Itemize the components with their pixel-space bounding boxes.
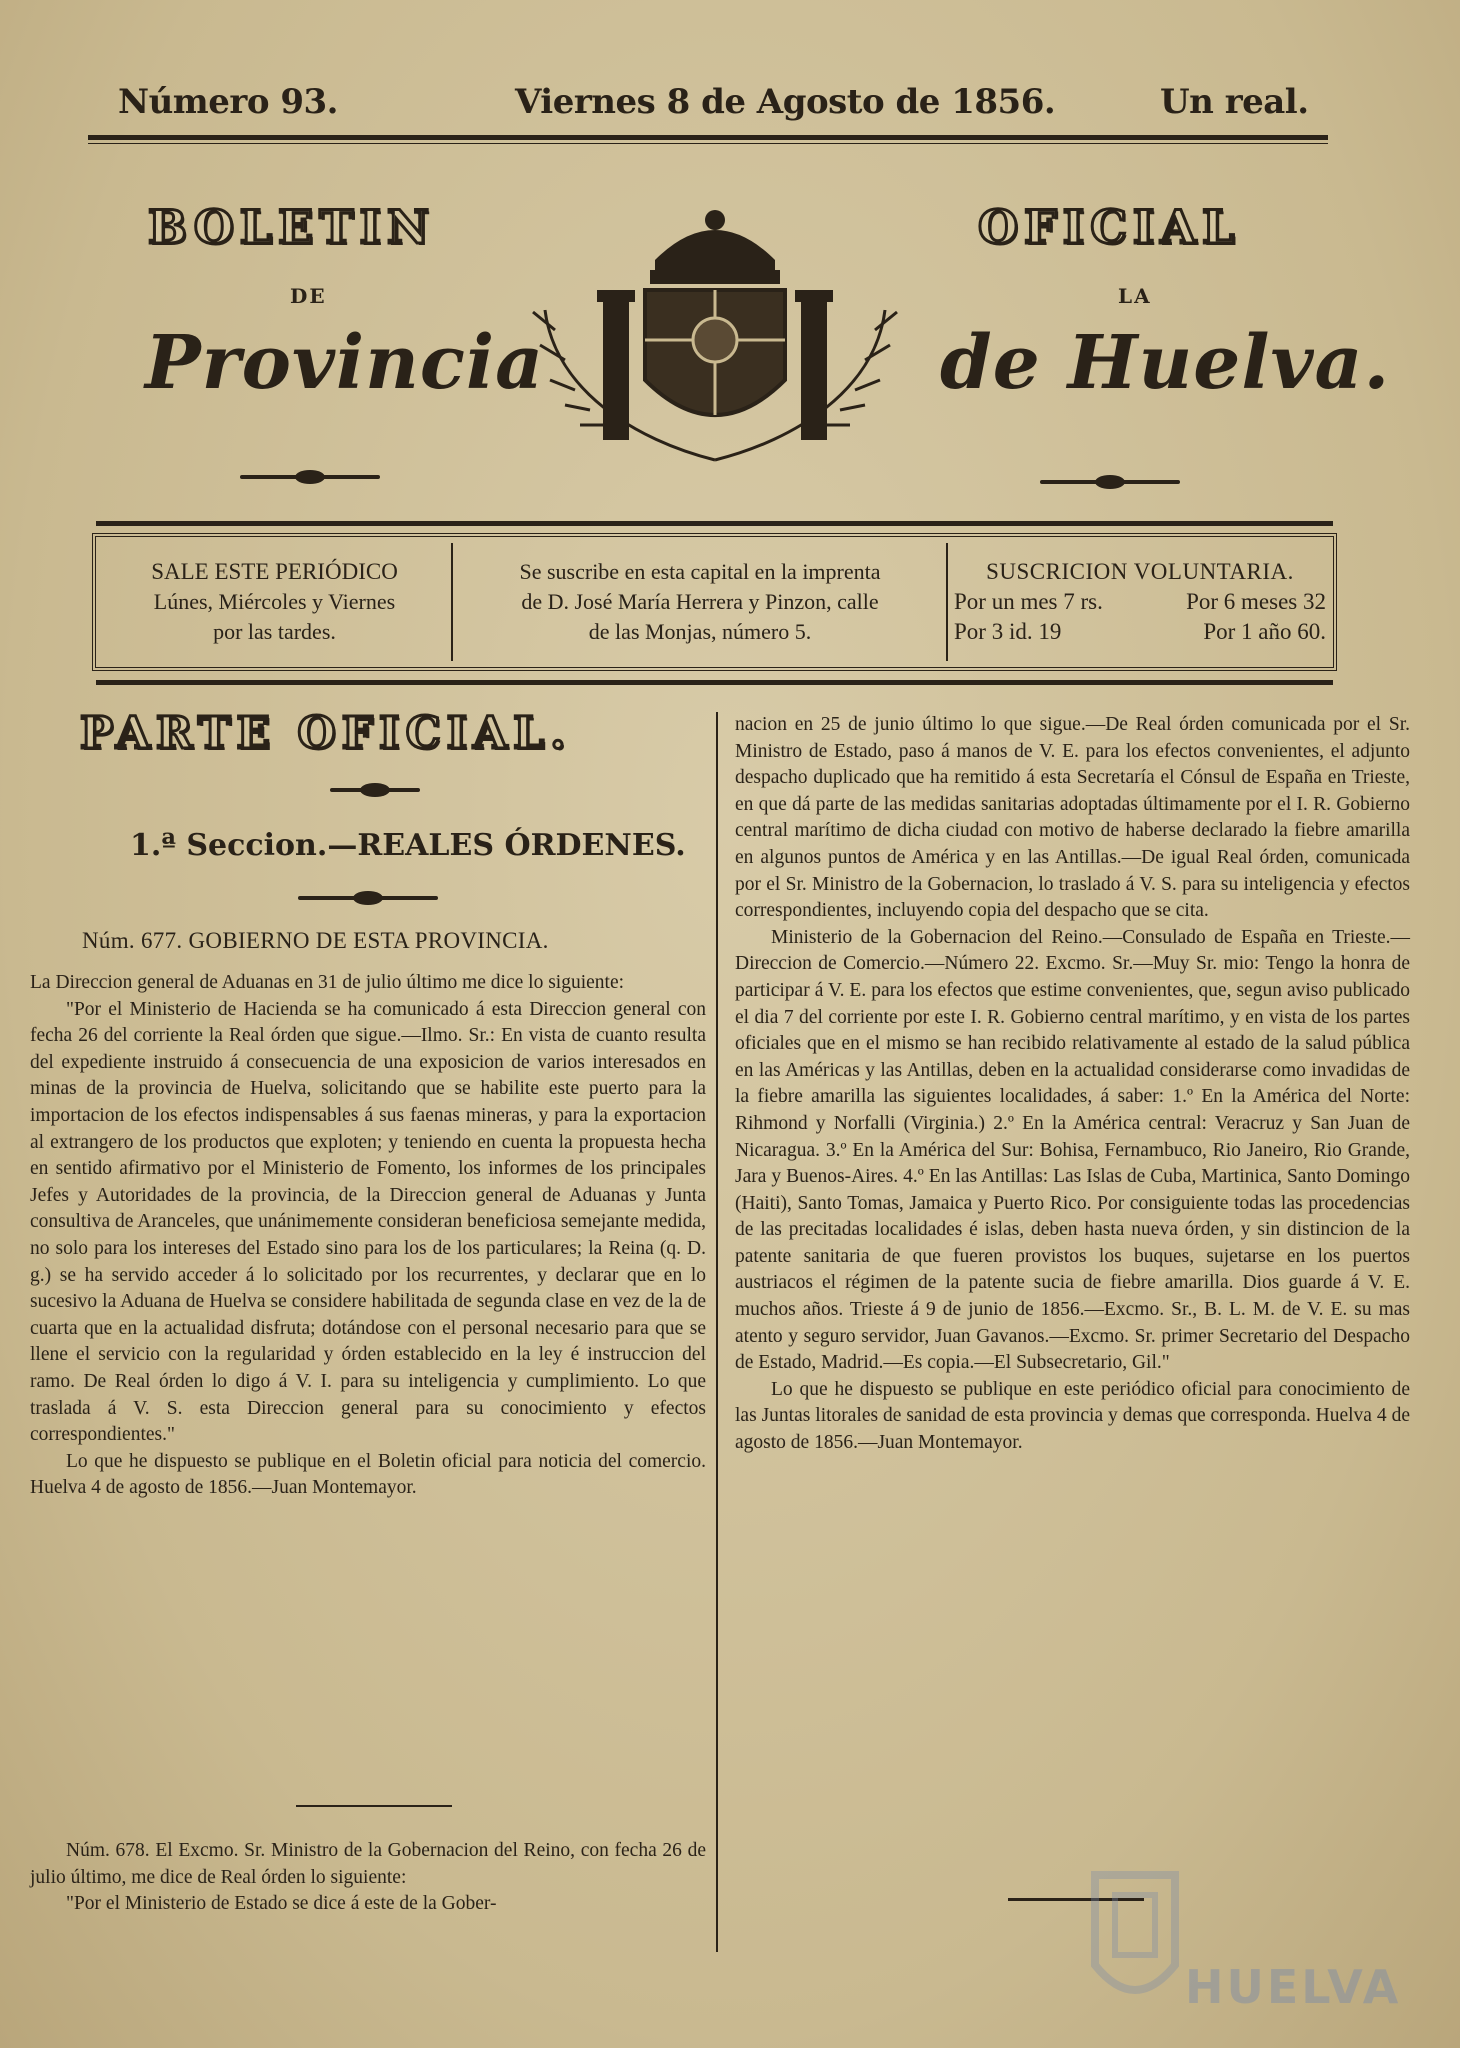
header-rule [88, 135, 1328, 140]
subsection-ornament [298, 896, 438, 900]
article-677-intro: La Direccion general de Aduanas en 31 de julio último me dice lo siguiente: [30, 972, 625, 993]
location-line-1: Se suscribe en esta capital en la imprenta [519, 559, 881, 584]
section-ornament [330, 788, 420, 792]
masthead-de: DE [290, 284, 327, 308]
trieste-consulate-dispatch: Ministerio de la Gobernacion del Reino.—Consulado de España en Trieste.—Direccion de Comercio.—Número 22. Excmo. Sr.—Muy Sr. mio: Tengo la honra de participar á V. E. para los efectos que estime convenientes, que, segun aviso publicado el dia 7 del corriente por este I. R. Gobierno central marítimo, y en vista de los partes oficiales que en el mismo se han recibido relativamente al estado de la salud pública en las Américas y las Antillas, deben en la actualidad considerarse como invadidas de la fiebre amarilla las siguientes localidades, á saber: 1.º En la América del Norte: Rihmond y Norfalli (Virginia.) 2.º En la América central: Veracruz y San Juan de Nicaragua. 3.º En la América del Sur: Bohisa, Fernambuco, Rio Janeiro, Rio Grande, Jara y Buenos-Aires. 4.º En las Antillas: Las Islas de Cuba, Martinica, Santo Domingo (Haiti), Santo Tomas, Jamaica y Puerto Rico. Por consiguiente todas las procedencias de las precitadas localidades é islas, deben hasta nueva órden, y sin distincion de la patente sanitaria de que fueren provistos los buques, sujetarse en los puertos austriacos el régimen de la patente sucia de fiebre amarilla. Dios guarde á V. E. muchos años. Trieste á 9 de junio de 1856.—Excmo. Sr., B. L. M. de V. E. su mas atento y seguro servidor, Juan Gavanos.—Excmo. Sr. primer Secretario del Despacho de Estado, Madrid.—Es copia.—El Subsecretario, Gil." [735, 926, 1410, 1374]
masthead-word-boletin: BOLETIN [148, 200, 436, 254]
article-678-quote-start: "Por el Ministerio de Estado se dice á este de la Gober- [66, 1893, 497, 1915]
article-678-body [30, 1838, 706, 1918]
location-line-2: de D. José María Herrera y Pinzon, calle [521, 589, 879, 614]
issue-price: Un real. [1160, 82, 1309, 122]
prices-row-2 [954, 617, 1326, 647]
masthead-word-oficial: OFICIAL [978, 200, 1241, 254]
subscription-location [458, 557, 942, 647]
article-separator [296, 1805, 452, 1807]
prices-row-1 [954, 587, 1326, 617]
header-rule-thin [88, 143, 1328, 144]
article-677-quote: "Por el Ministerio de Hacienda se ha comunicado á esta Direccion general con fecha 26 del corriente la Real órden que sigue.—Ilmo. Sr.: En vista de cuanto resulta del expediente instruido á consecuencia de una exposicion de varios interesados en minas de la provincia de Huelva, solicitando que se habilite este puerto para la importacion de los efectos indispensables á sus faenas mineras, y para la exportacion al extrangero de los productos que exploten; y teniendo en cuenta la propuesta hecha en sentido afirmativo por el Ministerio de Fomento, los informes de los principales Jefes y Autoridades de la provincia, de la Direccion general de Aduanas y Junta consultiva de Aranceles, que unánimemente consideran beneficiosa semejante medida, no solo para los intereses del Estado sino para los de los particulares; la Reina (q. D. g.) se ha servido acceder á lo solicitado por los recurrentes, y declarar que en lo sucesivo la Aduana de Huelva se considere habilitada de segunda clase en vez de la de cuarta que en la actualidad disfruta; dotándose con el personal necesario para que se llene el servicio con la regularidad y órden establecido en la ley é instruccion del ramo. De Real órden lo digo á V. I. para su inteligencia y cumplimiento. Lo que traslada á V. S. esta Direccion general para su conocimiento y efectos correspondientes." [30, 998, 706, 1446]
subscription-prices [954, 557, 1326, 647]
coat-of-arms-emblem [515, 190, 915, 480]
subscription-info-box [92, 533, 1337, 671]
schedule-time: por las tardes. [213, 619, 336, 644]
masthead-la: LA [1118, 284, 1152, 308]
info-box-divider-2 [946, 543, 948, 661]
masthead-ornament-right [1040, 480, 1180, 484]
price-one-month: Por un mes 7 rs. [954, 589, 1103, 614]
schedule-days: Lúnes, Miércoles y Viernes [153, 589, 396, 614]
location-line-3: de las Monjas, número 5. [588, 619, 812, 644]
article-677-body [30, 970, 706, 1502]
subsection-heading: 1.ª Seccion.—REALES ÓRDENES. [130, 828, 686, 863]
masthead-ornament-left [240, 475, 380, 479]
price-three-months: Por 3 id. 19 [954, 619, 1062, 644]
right-column-body [735, 712, 1410, 1457]
article-677-title: Núm. 677. GOBIERNO DE ESTA PROVINCIA. [82, 928, 549, 953]
article-677-closing: Lo que he dispuesto se publique en el Boletin oficial para noticia del comercio. Huelva 4 de agosto de 1856.—Juan Montemayor. [30, 1450, 706, 1499]
price-six-months: Por 6 meses 32 [1186, 589, 1326, 614]
masthead-de-huelva: de Huelva. [940, 320, 1391, 406]
section-heading-parte-oficial: PARTE OFICIAL. [80, 708, 572, 759]
info-box-top-rule [96, 521, 1333, 526]
article-678-intro: Núm. 678. El Excmo. Sr. Ministro de la Gobernacion del Reino, con fecha 26 de julio último, me dice de Real órden lo siguiente: [30, 1840, 706, 1888]
right-column-closing: Lo que he dispuesto se publique en este periódico oficial para conocimiento de las Juntas litorales de sanidad de esta provincia y demas que corresponda. Huelva 4 de agosto de 1856.—Juan Montemayor. [735, 1378, 1410, 1454]
watermark-text: HUELVA [1185, 1960, 1402, 2014]
info-box-divider-1 [451, 543, 453, 661]
masthead-provincia: Provincia [145, 320, 545, 406]
column-divider [716, 712, 718, 1952]
schedule-title: SALE ESTE PERIÓDICO [151, 559, 398, 584]
right-column-continuation: nacion en 25 de junio último lo que sigue.—De Real órden comunicada por el Sr. Ministro de Estado, paso á manos de V. E. para los efectos convenientes, el adjunto despacho duplicado que ha remitido á esta Secretaría el Cónsul de España en Trieste, en que dá parte de las medidas sanitarias adoptadas últimamente por el I. R. Gobierno central marítimo de dicha ciudad con motivo de haberse declarado la fiebre amarilla en algunos puntos de América y en las Antillas.—De igual Real órden, comunicada por el Sr. Ministro de la Gobernacion, lo traslado á V. S. para su inteligencia y efectos correspondientes, incluyendo copia del despacho que se cita. [735, 714, 1410, 922]
prices-title: SUSCRICION VOLUNTARIA. [986, 559, 1294, 584]
issue-date: Viernes 8 de Agosto de 1856. [515, 82, 1056, 122]
city-emblem-watermark [1085, 1855, 1185, 2015]
info-box-bottom-rule [96, 680, 1333, 685]
publication-schedule [102, 557, 447, 647]
issue-number: Número 93. [118, 82, 338, 122]
price-one-year: Por 1 año 60. [1203, 619, 1326, 644]
